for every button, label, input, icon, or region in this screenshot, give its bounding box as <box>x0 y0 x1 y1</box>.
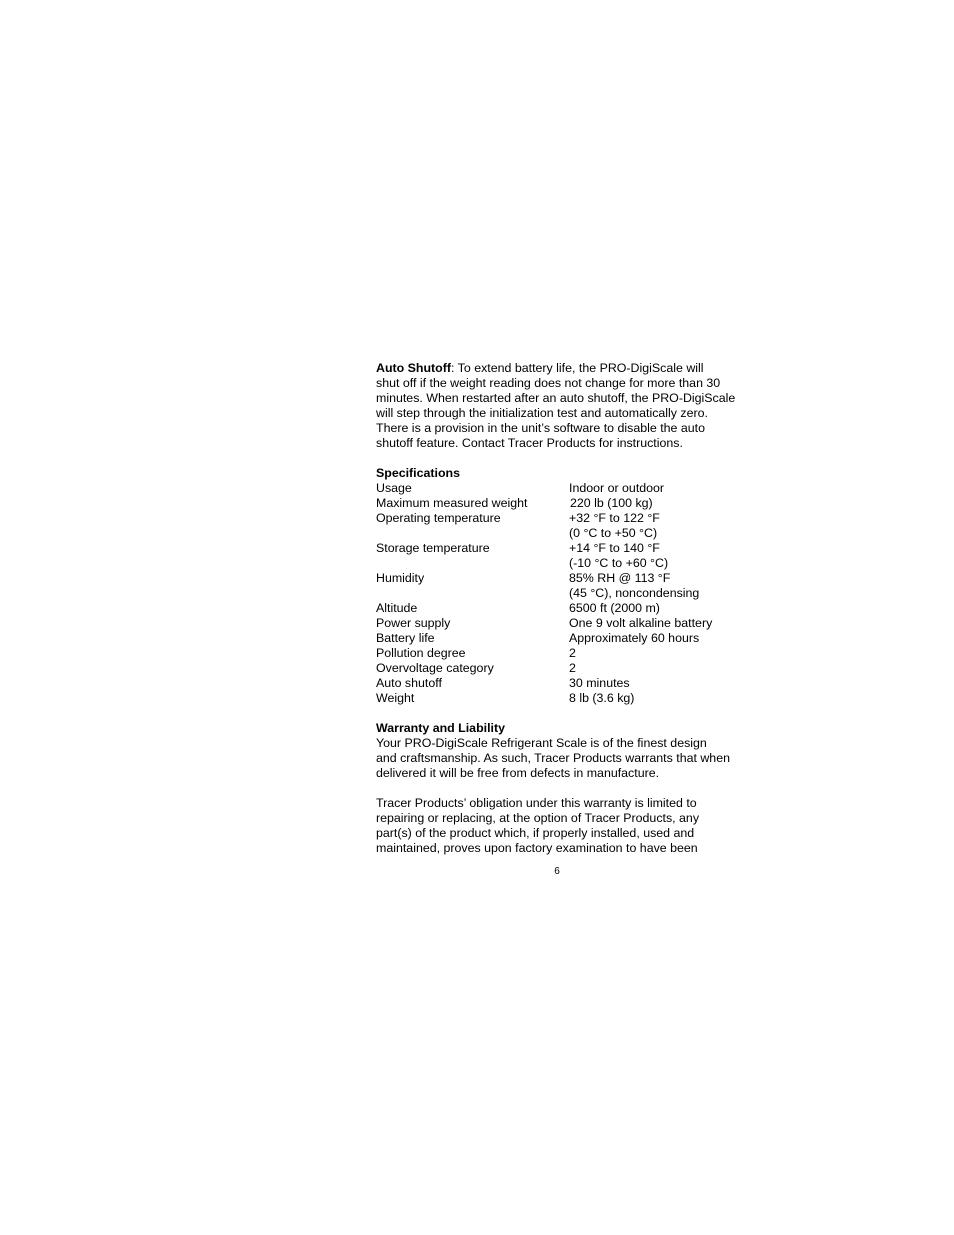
page-number: 6 <box>554 866 560 877</box>
spec-row <box>376 496 756 511</box>
spec-label: Overvoltage category <box>376 661 494 675</box>
warranty-line: Your PRO-DigiScale Refrigerant Scale is of the finest design <box>376 736 707 750</box>
spec-value: 2 <box>569 661 576 675</box>
spec-value: +32 °F to 122 °F <box>569 511 660 525</box>
spec-row <box>376 646 756 661</box>
spec-label: Maximum measured weight <box>376 496 528 510</box>
spec-row <box>376 556 756 571</box>
page-content <box>376 361 756 856</box>
spec-label <box>376 586 569 601</box>
spec-row <box>376 511 756 526</box>
spec-value: 8 lb (3.6 kg) <box>569 691 635 705</box>
spec-value: 220 lb (100 kg) <box>570 496 653 510</box>
auto-shutoff-paragraph <box>376 361 756 451</box>
warranty-line: Tracer Products’ obligation under this warranty is limited to <box>376 796 697 810</box>
spec-label: Power supply <box>376 616 451 630</box>
auto-shutoff-line <box>376 361 756 376</box>
specifications-heading: Specifications <box>376 466 461 480</box>
spec-label: Storage temperature <box>376 541 490 555</box>
spec-label: Operating temperature <box>376 511 501 525</box>
paragraph-gap <box>376 451 756 466</box>
spec-row <box>376 661 756 676</box>
spec-value: (-10 °C to +60 °C) <box>569 556 669 570</box>
spec-label: Pollution degree <box>376 646 466 660</box>
warranty-line: delivered it will be free from defects in manufacture. <box>376 766 660 780</box>
auto-shutoff-line: shutoff feature. Contact Tracer Products for instructions. <box>376 436 683 450</box>
spec-label <box>376 526 569 541</box>
warranty-line: repairing or replacing, at the option of Tracer Products, any <box>376 811 700 825</box>
spec-row <box>376 631 756 646</box>
spec-label <box>376 556 569 571</box>
spec-value: +14 °F to 140 °F <box>569 541 660 555</box>
spec-row <box>376 676 756 691</box>
spec-row <box>376 526 756 541</box>
spec-row <box>376 586 756 601</box>
auto-shutoff-text: : To extend battery life, the PRO-DigiScale will <box>451 361 704 375</box>
warranty-line: maintained, proves upon factory examination to have been <box>376 841 698 855</box>
spec-label: Usage <box>376 481 412 495</box>
paragraph-gap <box>376 706 756 721</box>
spec-value: 6500 ft (2000 m) <box>569 601 660 615</box>
auto-shutoff-line: shut off if the weight reading does not change for more than 30 <box>376 376 721 390</box>
paragraph-gap <box>376 781 756 796</box>
spec-value: Approximately 60 hours <box>569 631 700 645</box>
spec-value: One 9 volt alkaline battery <box>569 616 713 630</box>
spec-value: (45 °C), noncondensing <box>569 586 700 600</box>
spec-value: 85% RH @ 113 °F <box>569 571 671 585</box>
spec-row <box>376 616 756 631</box>
spec-value: (0 °C to +50 °C) <box>569 526 658 540</box>
spec-value: 2 <box>569 646 576 660</box>
spec-row <box>376 481 756 496</box>
warranty-section <box>376 721 756 856</box>
specifications-section <box>376 466 756 706</box>
spec-label: Altitude <box>376 601 418 615</box>
spec-row <box>376 601 756 616</box>
specifications-table <box>376 481 756 706</box>
spec-row <box>376 571 756 586</box>
spec-label: Humidity <box>376 571 425 585</box>
auto-shutoff-line: There is a provision in the unit’s software to disable the auto <box>376 421 705 435</box>
spec-value: Indoor or outdoor <box>569 481 665 495</box>
auto-shutoff-line: minutes. When restarted after an auto shutoff, the PRO-DigiScale <box>376 391 736 405</box>
spec-label: Battery life <box>376 631 435 645</box>
spec-value: 30 minutes <box>569 676 630 690</box>
spec-row <box>376 691 756 706</box>
warranty-line: and craftsmanship. As such, Tracer Products warrants that when <box>376 751 730 765</box>
spec-label: Auto shutoff <box>376 676 442 690</box>
auto-shutoff-term: Auto Shutoff <box>376 361 452 375</box>
warranty-paragraph-1 <box>376 736 756 781</box>
auto-shutoff-line: will step through the initialization test and automatically zero. <box>376 406 708 420</box>
warranty-heading: Warranty and Liability <box>376 721 505 735</box>
spec-label: Weight <box>376 691 415 705</box>
warranty-line: part(s) of the product which, if properly installed, used and <box>376 826 695 840</box>
spec-row <box>376 541 756 556</box>
warranty-paragraph-2 <box>376 796 756 856</box>
